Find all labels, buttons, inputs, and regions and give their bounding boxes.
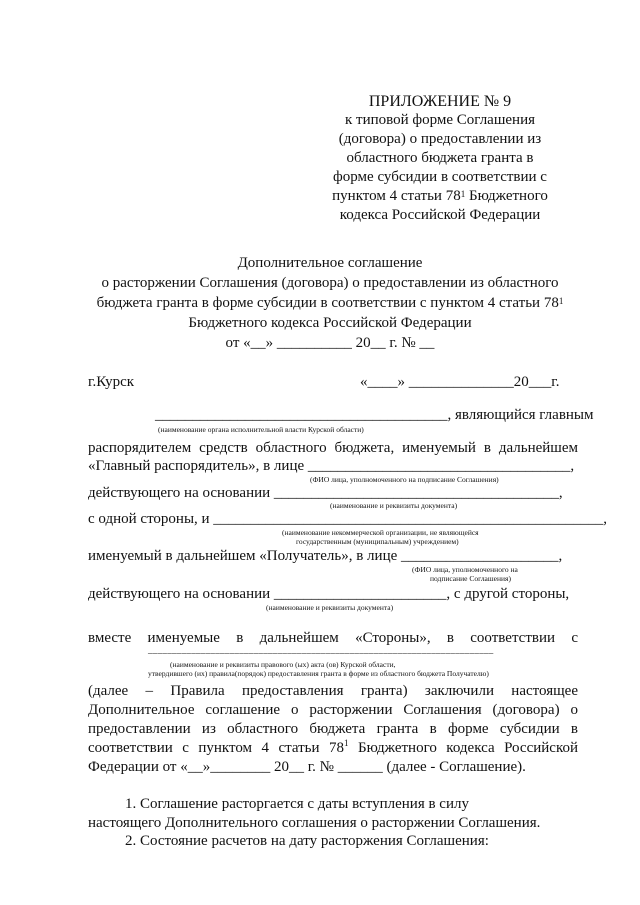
- line-p5: с одной стороны, и ____________________________________________________,: [88, 511, 608, 527]
- line-p11: предоставлении из областного бюджета гранта в форме субсидии в: [88, 721, 578, 737]
- line-p15: настоящего Дополнительного соглашения о расторжении Соглашения.: [88, 815, 541, 831]
- appendix-line: кодекса Российской Федерации: [339, 207, 541, 223]
- line-p7: действующего на основании _______________________, с другой стороны,: [88, 586, 570, 602]
- city: г.Курск: [88, 374, 135, 390]
- appendix-line: к типовой форме Соглашения: [345, 112, 535, 128]
- line-p9: (далее – Правила предоставления гранта) заключили настоящее: [88, 683, 578, 699]
- note-p1: (наименование органа исполнительной власти Курской области): [158, 425, 364, 434]
- note-p8b: утвердившего (их) правила(порядок) предоставления гранта в форме из областного бюджета Получателю): [148, 669, 489, 678]
- note-p5a: (наименование некоммерческой организации, не являющейся: [282, 528, 479, 537]
- note-p4: (наименование и реквизиты документа): [330, 501, 458, 510]
- note-p8a: (наименование и реквизиты правового (ых) акта (ов) Курской области,: [170, 660, 396, 669]
- line-p13: Федерации от «__»________ 20__ г. № ______ (далее - Соглашение).: [88, 759, 526, 775]
- note-p3: (ФИО лица, уполномоченного на подписание Соглашения): [310, 475, 499, 484]
- line-p12: соответствии с пунктом 4 статьи $78^1$ Бюджетного кодекса Российской: [88, 738, 578, 756]
- line-p6: именуемый в дальнейшем «Получатель», в лице _____________________,: [88, 548, 563, 564]
- blank-p8: ________________________________________________________________________: [148, 645, 494, 655]
- line-p4: действующего на основании ______________________________________,: [88, 485, 563, 501]
- note-p5b: государственным (муниципальным) учреждением): [296, 537, 459, 546]
- line-p2: распорядителем средств областного бюджета, именуемый в дальнейшем: [88, 440, 578, 456]
- line-p14: 1. Соглашение расторгается с даты вступления в силу: [125, 796, 469, 812]
- document-title: Дополнительное соглашение о расторжении Соглашения (договора) о предоставлении из областного бюджета гранта в форме субсидии в соответствии с пунктом 4 статьи $78^1$ Бюджетного кодекса Российской Федерации от «__» __________ 20__ г. № __: [96, 255, 564, 351]
- note-p7: (наименование и реквизиты документа): [266, 603, 394, 612]
- appendix-line: форме субсидии в соответствии с: [333, 169, 547, 185]
- line-p1: _______________________________________, являющийся главным: [155, 407, 594, 423]
- note-p6b: подписание Соглашения): [430, 574, 511, 583]
- appendix-header: [300, 92, 580, 225]
- appendix-line: (договора) о предоставлении из: [338, 131, 542, 147]
- appendix-line: областного бюджета гранта в: [346, 150, 534, 166]
- date-blank: «____» ______________20___г.: [360, 374, 560, 390]
- line-p10: Дополнительное соглашение о расторжении Соглашения (договора) о: [88, 702, 578, 718]
- note-p6a: (ФИО лица, уполномоченного на: [412, 565, 518, 574]
- line-p16: 2. Состояние расчетов на дату расторжения Соглашения:: [125, 833, 489, 849]
- appendix-line: пунктом 4 статьи $78^1$ Бюджетного: [332, 188, 548, 204]
- line-p8: вместе именуемые в дальнейшем «Стороны», в соответствии с: [88, 630, 578, 646]
- appendix-title: ПРИЛОЖЕНИЕ № 9: [368, 93, 512, 110]
- line-p3: «Главный распорядитель», в лице ___________________________________,: [88, 458, 575, 474]
